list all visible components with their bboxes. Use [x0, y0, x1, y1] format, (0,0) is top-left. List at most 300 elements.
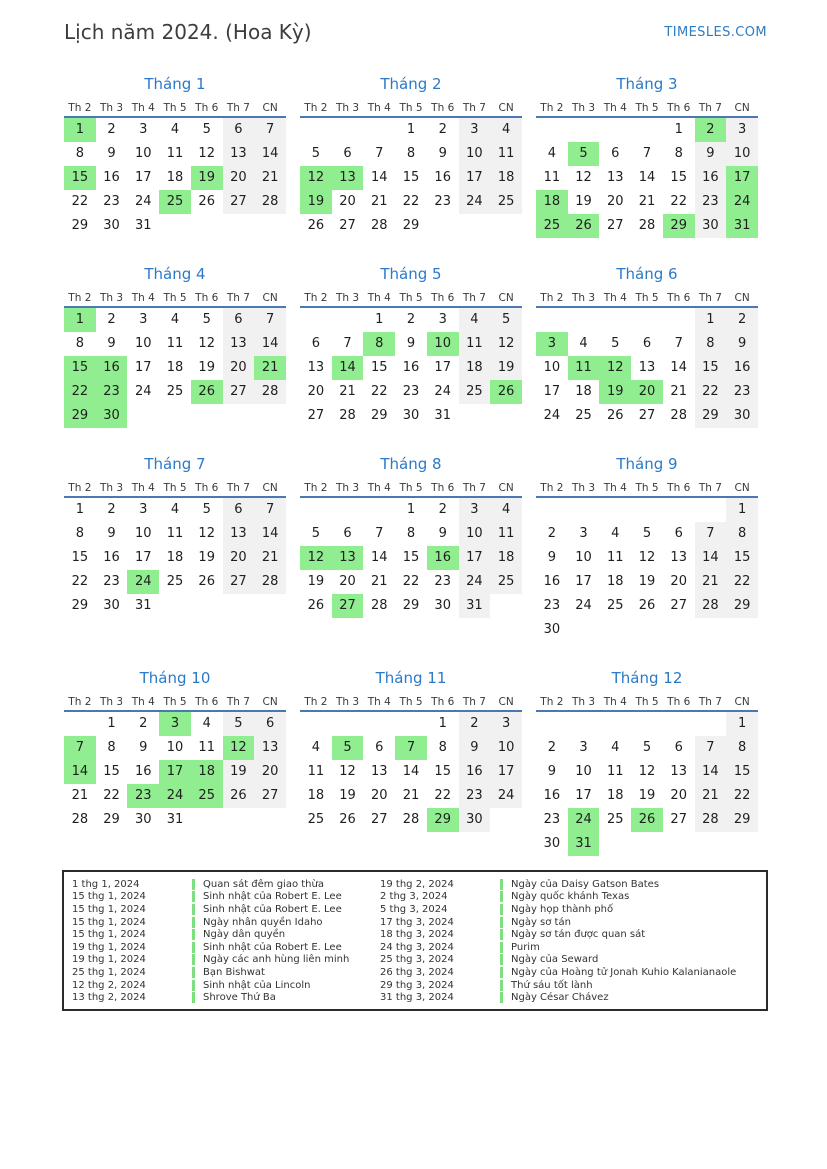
- holiday-marker-icon: [500, 942, 503, 953]
- legend-entry: [72, 891, 376, 904]
- day-cell: 17: [135, 360, 152, 375]
- day-cell: 3: [159, 712, 191, 736]
- holiday-marker-icon: [192, 942, 195, 953]
- day-cell: 21: [71, 788, 89, 803]
- month-title[interactable]: Tháng 12: [611, 669, 683, 687]
- legend-date: 19 thg 1, 2024: [72, 941, 146, 953]
- day-cell-empty: [332, 498, 364, 522]
- legend-entry: [72, 878, 376, 891]
- day-cell: 3: [139, 502, 148, 517]
- day-cell: 16: [543, 788, 561, 803]
- holiday-marker-icon: [500, 917, 503, 928]
- day-cell: 29: [726, 594, 758, 618]
- day-cell: 16: [135, 764, 152, 779]
- day-cell: 31: [166, 812, 184, 827]
- day-cell: 3: [139, 312, 148, 327]
- day-cell: 7: [395, 736, 427, 760]
- day-cell: 24: [726, 190, 758, 214]
- day-cell: 14: [371, 550, 388, 565]
- day-cell: 19: [599, 380, 631, 404]
- day-cell-empty: [695, 832, 727, 856]
- day-cell: 23: [543, 812, 561, 827]
- day-cell: 24: [135, 384, 152, 399]
- day-cell-empty: [536, 712, 568, 736]
- day-cell: 2: [726, 308, 758, 332]
- day-cell-empty: [490, 808, 522, 832]
- legend-entry: [72, 941, 376, 954]
- weekday-label: Th 6: [191, 694, 223, 712]
- day-cell: 12: [300, 546, 332, 570]
- month-title[interactable]: Tháng 11: [375, 669, 447, 687]
- day-cell: 13: [332, 166, 364, 190]
- day-cell: 23: [127, 784, 159, 808]
- day-cell-empty: [64, 712, 96, 736]
- day-cell-empty: [726, 832, 758, 856]
- holiday-marker-icon: [192, 954, 195, 965]
- month-title[interactable]: Tháng 7: [144, 455, 206, 473]
- weekday-label: Th 7: [223, 694, 255, 712]
- weekday-label: Th 3: [332, 100, 364, 118]
- weekday-label: CN: [254, 100, 286, 118]
- day-cell-empty: [254, 808, 286, 832]
- month-title[interactable]: Tháng 6: [616, 265, 678, 283]
- day-cell: 6: [223, 498, 255, 522]
- day-cell: 26: [490, 380, 522, 404]
- day-cell: 20: [670, 788, 687, 803]
- legend-entry: [380, 979, 760, 992]
- day-cell: 19: [300, 190, 332, 214]
- legend-holiday-name: Ngày các anh hùng liên minh: [203, 954, 350, 966]
- day-cell-empty: [254, 214, 286, 238]
- day-cell-empty: [663, 618, 695, 642]
- day-cell: 13: [254, 736, 286, 760]
- weekday-label: Th 7: [459, 694, 491, 712]
- month-9: [536, 455, 758, 642]
- legend-date: 29 thg 3, 2024: [380, 979, 454, 991]
- day-cell: 15: [726, 760, 758, 784]
- day-cell: 15: [371, 360, 388, 375]
- day-cell: 3: [459, 118, 491, 142]
- weekday-label: Th 4: [363, 694, 395, 712]
- day-cell-empty: [631, 118, 663, 142]
- month-title[interactable]: Tháng 9: [616, 455, 678, 473]
- day-cell: 23: [695, 190, 727, 214]
- day-cell: 29: [663, 214, 695, 238]
- day-cell: 11: [607, 550, 624, 565]
- day-cell: 6: [674, 740, 683, 755]
- legend-holiday-name: Bạn Bishwat: [203, 966, 265, 978]
- day-cell: 12: [575, 170, 592, 185]
- weekday-label: Th 2: [536, 290, 568, 308]
- legend-entry: [380, 966, 760, 979]
- day-cell: 18: [191, 760, 223, 784]
- day-cell: 21: [371, 194, 388, 209]
- day-cell: 22: [71, 194, 89, 209]
- day-cell: 22: [103, 788, 120, 803]
- day-cell: 31: [434, 408, 451, 423]
- weekday-label: Th 5: [631, 480, 663, 498]
- day-cell: 21: [402, 788, 420, 803]
- day-cell: 20: [223, 546, 255, 570]
- weekday-label: Th 6: [427, 480, 459, 498]
- day-cell: 30: [543, 622, 561, 637]
- weekday-label: Th 5: [159, 290, 191, 308]
- day-cell: 9: [406, 336, 416, 351]
- day-cell: 11: [166, 336, 184, 351]
- weekday-label: Th 5: [395, 480, 427, 498]
- day-cell: 15: [726, 546, 758, 570]
- day-cell: 6: [343, 146, 352, 161]
- day-cell: 3: [579, 526, 588, 541]
- day-cell: 2: [547, 740, 556, 755]
- day-cell: 9: [459, 736, 491, 760]
- day-cell: 23: [459, 784, 491, 808]
- day-cell: 17: [726, 166, 758, 190]
- day-cell: 19: [490, 356, 522, 380]
- legend-holiday-name: Ngày sơ tán được quan sát: [511, 929, 646, 941]
- day-cell-empty: [631, 308, 663, 332]
- day-cell: 2: [139, 716, 148, 731]
- day-cell: 19: [638, 788, 656, 803]
- day-cell: 20: [631, 380, 663, 404]
- legend-holiday-name: Ngày của Seward: [511, 954, 599, 966]
- holiday-marker-icon: [500, 929, 503, 940]
- weekday-label: Th 7: [459, 480, 491, 498]
- day-cell-empty: [223, 404, 255, 428]
- day-cell: 27: [339, 218, 356, 233]
- day-cell: 24: [459, 570, 491, 594]
- day-cell: 16: [726, 356, 758, 380]
- day-cell: 18: [166, 550, 184, 565]
- months-grid: [64, 75, 827, 856]
- day-cell: 4: [170, 122, 180, 137]
- day-cell: 4: [611, 740, 620, 755]
- day-cell: 20: [607, 194, 624, 209]
- day-cell: 1: [406, 502, 416, 517]
- legend-date: 12 thg 2, 2024: [72, 979, 146, 991]
- day-cell: 12: [198, 336, 215, 351]
- day-cell: 9: [139, 740, 148, 755]
- day-cell: 15: [402, 550, 420, 565]
- legend-entry: [72, 928, 376, 941]
- day-cell: 20: [307, 384, 325, 399]
- day-cell: 5: [568, 142, 600, 166]
- day-cell: 11: [490, 522, 522, 546]
- day-cell-empty: [127, 404, 159, 428]
- holiday-marker-icon: [500, 904, 503, 915]
- day-cell: 29: [71, 598, 89, 613]
- legend-entry: [380, 991, 760, 1004]
- day-cell: 14: [64, 760, 96, 784]
- day-cell: 21: [695, 784, 727, 808]
- day-cell: 21: [339, 384, 356, 399]
- month-day-grid: [300, 694, 522, 832]
- legend-entry: [72, 991, 376, 1004]
- legend-holiday-name: Ngày nhân quyền Idaho: [203, 916, 323, 928]
- month-day-grid: [536, 480, 758, 642]
- day-cell: 11: [490, 142, 522, 166]
- day-cell: 17: [135, 550, 152, 565]
- day-cell: 19: [198, 360, 215, 375]
- legend-holiday-name: Purim: [511, 941, 540, 953]
- legend-holiday-name: Ngày họp thành phố: [511, 903, 614, 915]
- day-cell: 15: [64, 356, 96, 380]
- day-cell: 26: [631, 808, 663, 832]
- month-title[interactable]: Tháng 4: [144, 265, 206, 283]
- day-cell: 9: [547, 764, 556, 779]
- day-cell: 12: [490, 332, 522, 356]
- day-cell: 13: [638, 360, 656, 375]
- legend-holiday-name: Sinh nhật của Robert E. Lee: [203, 941, 342, 953]
- month-7: [64, 455, 286, 618]
- day-cell: 20: [670, 574, 687, 589]
- legend-entry: [380, 916, 760, 929]
- day-cell: 10: [166, 740, 184, 755]
- day-cell: 25: [536, 214, 568, 238]
- day-cell-empty: [663, 308, 695, 332]
- month-title[interactable]: Tháng 10: [139, 669, 211, 687]
- day-cell-empty: [536, 498, 568, 522]
- day-cell: 10: [459, 522, 491, 546]
- day-cell: 12: [223, 736, 255, 760]
- holiday-marker-icon: [500, 980, 503, 991]
- month-title[interactable]: Tháng 5: [380, 265, 442, 283]
- weekday-label: Th 5: [631, 290, 663, 308]
- month-day-grid: [300, 480, 522, 618]
- weekday-label: Th 3: [568, 100, 600, 118]
- month-8: [300, 455, 522, 618]
- day-cell: 25: [159, 190, 191, 214]
- weekday-label: Th 7: [459, 290, 491, 308]
- day-cell: 11: [607, 764, 624, 779]
- month-6: [536, 265, 758, 428]
- legend-box: [62, 870, 768, 1011]
- weekday-label: Th 6: [663, 480, 695, 498]
- day-cell: 18: [459, 356, 491, 380]
- legend-holiday-name: Ngày César Chávez: [511, 992, 609, 1004]
- day-cell: 12: [300, 166, 332, 190]
- day-cell: 16: [459, 760, 491, 784]
- month-title[interactable]: Tháng 3: [616, 75, 678, 93]
- day-cell: 7: [254, 498, 286, 522]
- day-cell: 24: [575, 598, 592, 613]
- day-cell: 11: [459, 332, 491, 356]
- day-cell: 29: [726, 808, 758, 832]
- day-cell-empty: [459, 404, 491, 428]
- day-cell: 20: [254, 760, 286, 784]
- day-cell: 25: [307, 812, 325, 827]
- day-cell: 16: [695, 166, 727, 190]
- day-cell-empty: [726, 618, 758, 642]
- month-title[interactable]: Tháng 8: [380, 455, 442, 473]
- day-cell: 5: [311, 146, 320, 161]
- day-cell: 15: [103, 764, 120, 779]
- day-cell-empty: [300, 712, 332, 736]
- day-cell: 12: [638, 550, 656, 565]
- legend-date: 26 thg 3, 2024: [380, 966, 454, 978]
- day-cell: 6: [223, 308, 255, 332]
- day-cell: 23: [96, 380, 128, 404]
- day-cell: 8: [75, 336, 84, 351]
- weekday-label: Th 2: [536, 480, 568, 498]
- weekday-label: Th 3: [332, 480, 364, 498]
- day-cell: 5: [223, 712, 255, 736]
- day-cell: 7: [642, 146, 652, 161]
- legend-holiday-name: Ngày của Hoàng tử Jonah Kuhio Kalanianaole: [511, 966, 737, 978]
- day-cell: 27: [638, 408, 656, 423]
- day-cell: 14: [332, 356, 364, 380]
- day-cell: 27: [307, 408, 325, 423]
- weekday-label: Th 7: [695, 694, 727, 712]
- day-cell: 23: [434, 194, 451, 209]
- day-cell: 5: [611, 336, 620, 351]
- weekday-label: Th 7: [459, 100, 491, 118]
- day-cell: 17: [159, 760, 191, 784]
- legend-date: 15 thg 1, 2024: [72, 929, 146, 941]
- day-cell: 18: [607, 788, 624, 803]
- day-cell: 12: [198, 146, 215, 161]
- day-cell: 26: [191, 380, 223, 404]
- day-cell: 11: [307, 764, 325, 779]
- day-cell: 15: [71, 550, 89, 565]
- day-cell: 15: [402, 170, 420, 185]
- weekday-label: Th 5: [395, 290, 427, 308]
- day-cell: 10: [135, 146, 152, 161]
- holiday-marker-icon: [192, 879, 195, 890]
- day-cell: 9: [107, 336, 116, 351]
- day-cell-empty: [254, 594, 286, 618]
- month-day-grid: [536, 100, 758, 238]
- day-cell-empty: [695, 712, 727, 736]
- legend-date: 25 thg 1, 2024: [72, 966, 146, 978]
- day-cell: 19: [198, 550, 215, 565]
- day-cell: 16: [543, 574, 561, 589]
- legend-entry: [380, 903, 760, 916]
- legend-date: 31 thg 3, 2024: [380, 992, 454, 1004]
- holiday-marker-icon: [192, 929, 195, 940]
- month-2: [300, 75, 522, 238]
- day-cell: 1: [107, 716, 116, 731]
- day-cell: 17: [543, 384, 561, 399]
- weekday-label: Th 3: [568, 694, 600, 712]
- day-cell-empty: [568, 712, 600, 736]
- day-cell: 18: [166, 170, 184, 185]
- day-cell: 30: [726, 404, 758, 428]
- day-cell: 13: [223, 522, 255, 546]
- day-cell: 27: [332, 594, 364, 618]
- legend-date: 24 thg 3, 2024: [380, 941, 454, 953]
- day-cell: 19: [191, 166, 223, 190]
- day-cell: 4: [611, 526, 620, 541]
- day-cell: 26: [307, 598, 325, 613]
- weekday-label: Th 7: [695, 480, 727, 498]
- day-cell: 16: [103, 170, 120, 185]
- day-cell: 5: [490, 308, 522, 332]
- day-cell: 3: [438, 312, 447, 327]
- day-cell: 24: [543, 408, 561, 423]
- day-cell: 13: [670, 764, 687, 779]
- day-cell: 18: [490, 166, 522, 190]
- weekday-label: Th 7: [223, 100, 255, 118]
- weekday-label: CN: [726, 100, 758, 118]
- day-cell: 24: [127, 570, 159, 594]
- day-cell: 12: [198, 526, 215, 541]
- day-cell: 8: [107, 740, 116, 755]
- month-1: [64, 75, 286, 238]
- legend-date: 25 thg 3, 2024: [380, 954, 454, 966]
- day-cell: 4: [311, 740, 320, 755]
- day-cell: 18: [166, 360, 184, 375]
- day-cell: 7: [695, 522, 727, 546]
- day-cell: 28: [371, 218, 388, 233]
- legend-holiday-name: Sinh nhật của Lincoln: [203, 979, 311, 991]
- weekday-label: Th 4: [599, 694, 631, 712]
- day-cell: 14: [670, 360, 687, 375]
- day-cell: 27: [254, 784, 286, 808]
- legend-date: 15 thg 1, 2024: [72, 891, 146, 903]
- day-cell: 19: [223, 760, 255, 784]
- holiday-marker-icon: [192, 967, 195, 978]
- day-cell: 24: [159, 784, 191, 808]
- weekday-label: Th 3: [96, 694, 128, 712]
- weekday-label: CN: [254, 290, 286, 308]
- holiday-marker-icon: [192, 992, 195, 1003]
- weekday-label: Th 2: [64, 694, 96, 712]
- site-link[interactable]: TIMESLES.COM: [664, 25, 767, 40]
- day-cell-empty: [332, 118, 364, 142]
- day-cell: 7: [254, 308, 286, 332]
- weekday-label: Th 2: [300, 694, 332, 712]
- day-cell: 10: [135, 336, 152, 351]
- day-cell-empty: [159, 214, 191, 238]
- month-3: [536, 75, 758, 238]
- weekday-label: Th 2: [536, 100, 568, 118]
- day-cell: 6: [674, 526, 683, 541]
- day-cell: 1: [726, 498, 758, 522]
- day-cell: 5: [202, 122, 211, 137]
- day-cell: 28: [402, 812, 420, 827]
- legend-holiday-name: Thứ sáu tốt lành: [511, 979, 593, 991]
- day-cell-empty: [631, 712, 663, 736]
- weekday-label: Th 3: [568, 480, 600, 498]
- weekday-label: Th 6: [191, 100, 223, 118]
- day-cell: 23: [434, 574, 451, 589]
- weekday-label: Th 4: [127, 480, 159, 498]
- day-cell: 1: [674, 122, 683, 137]
- day-cell: 21: [254, 546, 286, 570]
- legend-entry: [380, 954, 760, 967]
- day-cell-empty: [395, 712, 427, 736]
- day-cell-empty: [300, 498, 332, 522]
- day-cell-empty: [663, 832, 695, 856]
- day-cell: 30: [543, 836, 561, 851]
- day-cell: 13: [332, 546, 364, 570]
- day-cell: 5: [642, 740, 652, 755]
- legend-entry: [72, 966, 376, 979]
- weekday-label: Th 2: [64, 100, 96, 118]
- day-cell: 29: [103, 812, 120, 827]
- day-cell: 14: [695, 760, 727, 784]
- day-cell: 18: [307, 788, 325, 803]
- holiday-marker-icon: [192, 917, 195, 928]
- legend-columns: [72, 878, 760, 1004]
- day-cell: 4: [459, 308, 491, 332]
- month-title[interactable]: Tháng 1: [144, 75, 206, 93]
- day-cell: 9: [438, 526, 447, 541]
- month-title[interactable]: Tháng 2: [380, 75, 442, 93]
- day-cell: 3: [726, 118, 758, 142]
- day-cell-empty: [599, 712, 631, 736]
